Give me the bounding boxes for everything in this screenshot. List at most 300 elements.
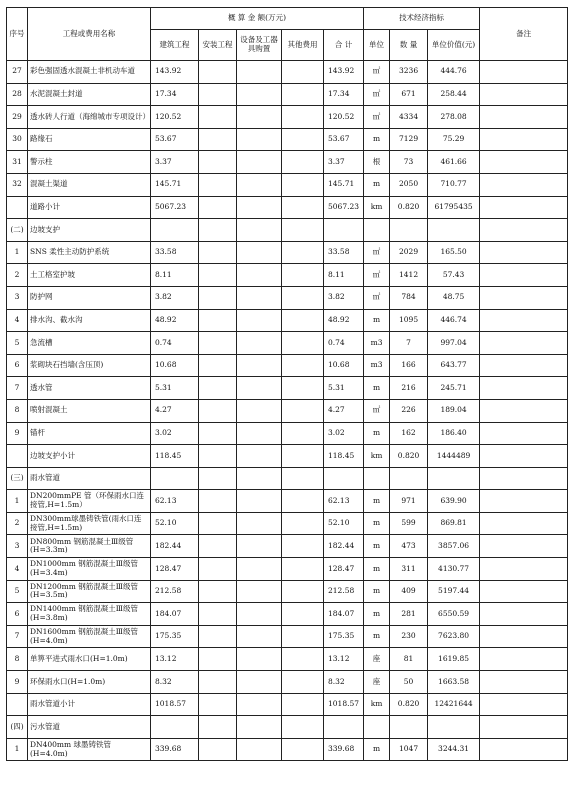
row-qty-cell: 599	[390, 512, 428, 535]
row-unit-cell: m	[364, 580, 390, 603]
row-total-cell: 339.68	[324, 738, 364, 761]
row-total-cell	[324, 219, 364, 242]
row-total-cell: 120.52	[324, 106, 364, 129]
row-remark-cell	[480, 309, 568, 332]
row-price-cell: 61795435	[428, 196, 480, 219]
row-remark-cell	[480, 106, 568, 129]
table-row	[7, 738, 568, 761]
row-qty-cell: 162	[390, 422, 428, 445]
row-other-cell	[282, 603, 324, 626]
row-install-cell	[199, 196, 237, 219]
row-other-cell	[282, 467, 324, 490]
row-remark-cell	[480, 241, 568, 264]
row-name-cell: 水泥混凝土封道	[28, 83, 151, 106]
row-name-cell: 混凝土渠道	[28, 173, 151, 196]
row-total-cell: 8.32	[324, 671, 364, 694]
row-unit-cell: ㎡	[364, 399, 390, 422]
table-row	[7, 603, 568, 626]
row-other-cell	[282, 580, 324, 603]
row-no-cell: 2	[7, 512, 28, 535]
row-no-cell: 3	[7, 286, 28, 309]
row-install-cell	[199, 332, 237, 355]
table-row	[7, 309, 568, 332]
row-other-cell	[282, 309, 324, 332]
row-building-cell: 8.11	[151, 264, 199, 287]
row-building-cell: 0.74	[151, 332, 199, 355]
row-other-cell	[282, 716, 324, 739]
row-no-cell: 27	[7, 61, 28, 84]
row-price-cell	[428, 219, 480, 242]
row-price-cell: 461.66	[428, 151, 480, 174]
row-install-cell	[199, 309, 237, 332]
row-no-cell: 9	[7, 671, 28, 694]
row-remark-cell	[480, 354, 568, 377]
row-price-cell: 643.77	[428, 354, 480, 377]
row-name-cell: 土工格室护坡	[28, 264, 151, 287]
row-total-cell: 143.92	[324, 61, 364, 84]
row-no-cell	[7, 445, 28, 468]
row-remark-cell	[480, 490, 568, 513]
row-equipment-cell	[237, 738, 282, 761]
row-no-cell: 30	[7, 128, 28, 151]
row-qty-cell: 2050	[390, 173, 428, 196]
row-remark-cell	[480, 286, 568, 309]
row-name-cell: DN1200mm 钢筋混凝土Ⅲ级管(H=3.5m)	[28, 580, 151, 603]
row-qty-cell: 2029	[390, 241, 428, 264]
row-qty-cell: 473	[390, 535, 428, 558]
row-equipment-cell	[237, 558, 282, 581]
row-building-cell: 184.07	[151, 603, 199, 626]
table-row	[7, 61, 568, 84]
row-building-cell	[151, 716, 199, 739]
row-no-cell: 4	[7, 309, 28, 332]
row-install-cell	[199, 738, 237, 761]
row-no-cell: 6	[7, 603, 28, 626]
row-remark-cell	[480, 738, 568, 761]
row-qty-cell	[390, 219, 428, 242]
row-total-cell: 10.68	[324, 354, 364, 377]
row-other-cell	[282, 332, 324, 355]
row-total-cell: 175.35	[324, 625, 364, 648]
row-no-cell: 8	[7, 399, 28, 422]
row-name-cell: 雨水管道小计	[28, 693, 151, 716]
row-other-cell	[282, 106, 324, 129]
table-row	[7, 467, 568, 490]
row-total-cell: 128.47	[324, 558, 364, 581]
row-building-cell: 53.67	[151, 128, 199, 151]
row-building-cell: 52.10	[151, 512, 199, 535]
row-unit-cell: m	[364, 625, 390, 648]
row-equipment-cell	[237, 332, 282, 355]
row-unit-cell: ㎡	[364, 83, 390, 106]
row-install-cell	[199, 490, 237, 513]
col-total-header: 合 计	[324, 30, 364, 61]
row-building-cell: 145.71	[151, 173, 199, 196]
row-equipment-cell	[237, 490, 282, 513]
col-remark-header: 备注	[480, 8, 568, 61]
table-row	[7, 286, 568, 309]
row-total-cell	[324, 467, 364, 490]
row-other-cell	[282, 693, 324, 716]
row-qty-cell: 971	[390, 490, 428, 513]
row-building-cell: 120.52	[151, 106, 199, 129]
row-total-cell: 3.82	[324, 286, 364, 309]
row-other-cell	[282, 264, 324, 287]
table-row	[7, 173, 568, 196]
row-equipment-cell	[237, 648, 282, 671]
row-building-cell: 5.31	[151, 377, 199, 400]
row-name-cell: 浆砌块石挡墙(含压顶)	[28, 354, 151, 377]
row-equipment-cell	[237, 512, 282, 535]
row-name-cell: 边坡支护小计	[28, 445, 151, 468]
row-name-cell: 边坡支护	[28, 219, 151, 242]
row-equipment-cell	[237, 671, 282, 694]
row-price-cell: 444.76	[428, 61, 480, 84]
row-no-cell: 1	[7, 490, 28, 513]
table-row	[7, 151, 568, 174]
row-building-cell: 339.68	[151, 738, 199, 761]
row-total-cell: 48.92	[324, 309, 364, 332]
row-no-cell: 4	[7, 558, 28, 581]
row-total-cell: 13.12	[324, 648, 364, 671]
row-unit-cell: 座	[364, 648, 390, 671]
row-name-cell: 透水砖人行道（海绵城市专项设计）	[28, 106, 151, 129]
table-row	[7, 264, 568, 287]
row-total-cell: 33.58	[324, 241, 364, 264]
row-install-cell	[199, 512, 237, 535]
row-other-cell	[282, 241, 324, 264]
row-install-cell	[199, 173, 237, 196]
row-name-cell: 污水管道	[28, 716, 151, 739]
row-equipment-cell	[237, 625, 282, 648]
row-other-cell	[282, 445, 324, 468]
row-remark-cell	[480, 693, 568, 716]
row-install-cell	[199, 671, 237, 694]
row-unit-cell	[364, 716, 390, 739]
row-price-cell: 446.74	[428, 309, 480, 332]
row-no-cell: 7	[7, 625, 28, 648]
row-unit-cell: m	[364, 512, 390, 535]
row-name-cell: 路缘石	[28, 128, 151, 151]
row-no-cell: 29	[7, 106, 28, 129]
row-other-cell	[282, 535, 324, 558]
row-no-cell: 3	[7, 535, 28, 558]
row-remark-cell	[480, 467, 568, 490]
row-total-cell: 3.37	[324, 151, 364, 174]
row-price-cell	[428, 467, 480, 490]
row-other-cell	[282, 61, 324, 84]
table-row	[7, 377, 568, 400]
row-equipment-cell	[237, 422, 282, 445]
row-building-cell: 1018.57	[151, 693, 199, 716]
row-no-cell: (二)	[7, 219, 28, 242]
row-total-cell: 52.10	[324, 512, 364, 535]
row-name-cell: 道路小计	[28, 196, 151, 219]
row-building-cell	[151, 467, 199, 490]
row-building-cell: 118.45	[151, 445, 199, 468]
row-qty-cell: 1047	[390, 738, 428, 761]
row-install-cell	[199, 106, 237, 129]
row-no-cell: 7	[7, 377, 28, 400]
row-other-cell	[282, 219, 324, 242]
col-name-header: 工程或费用名称	[28, 8, 151, 61]
row-equipment-cell	[237, 445, 282, 468]
row-building-cell: 4.27	[151, 399, 199, 422]
row-building-cell: 8.32	[151, 671, 199, 694]
row-remark-cell	[480, 151, 568, 174]
col-install-header: 安装工程	[199, 30, 237, 61]
row-qty-cell: 230	[390, 625, 428, 648]
table-row	[7, 196, 568, 219]
row-price-cell: 997.04	[428, 332, 480, 355]
row-total-cell	[324, 716, 364, 739]
row-no-cell: 32	[7, 173, 28, 196]
row-unit-cell: m	[364, 558, 390, 581]
table-row	[7, 535, 568, 558]
row-price-cell: 7623.80	[428, 625, 480, 648]
row-building-cell: 143.92	[151, 61, 199, 84]
table-row	[7, 512, 568, 535]
row-remark-cell	[480, 671, 568, 694]
row-qty-cell: 1412	[390, 264, 428, 287]
row-remark-cell	[480, 558, 568, 581]
row-remark-cell	[480, 535, 568, 558]
col-unit-header: 单位	[364, 30, 390, 61]
row-qty-cell: 671	[390, 83, 428, 106]
row-qty-cell: 0.820	[390, 196, 428, 219]
row-equipment-cell	[237, 377, 282, 400]
col-building-header: 建筑工程	[151, 30, 199, 61]
row-remark-cell	[480, 264, 568, 287]
row-remark-cell	[480, 219, 568, 242]
row-building-cell: 33.58	[151, 241, 199, 264]
row-total-cell: 3.02	[324, 422, 364, 445]
row-unit-cell: km	[364, 445, 390, 468]
row-equipment-cell	[237, 128, 282, 151]
row-total-cell: 0.74	[324, 332, 364, 355]
row-price-cell	[428, 716, 480, 739]
row-remark-cell	[480, 580, 568, 603]
row-qty-cell: 4334	[390, 106, 428, 129]
row-install-cell	[199, 603, 237, 626]
table-row	[7, 332, 568, 355]
table-row	[7, 693, 568, 716]
row-other-cell	[282, 512, 324, 535]
row-no-cell: 9	[7, 422, 28, 445]
row-price-cell: 57.43	[428, 264, 480, 287]
row-price-cell: 5197.44	[428, 580, 480, 603]
row-other-cell	[282, 173, 324, 196]
row-equipment-cell	[237, 580, 282, 603]
row-building-cell	[151, 219, 199, 242]
table-body	[7, 61, 568, 761]
row-unit-cell	[364, 467, 390, 490]
row-building-cell: 3.82	[151, 286, 199, 309]
row-name-cell: DN1000mm 钢筋混凝土Ⅲ级管(H=3.4m)	[28, 558, 151, 581]
row-name-cell: DN800mm 钢筋混凝土Ⅲ级管(H=3.3m)	[28, 535, 151, 558]
row-building-cell: 10.68	[151, 354, 199, 377]
row-other-cell	[282, 648, 324, 671]
row-no-cell: 6	[7, 354, 28, 377]
row-other-cell	[282, 490, 324, 513]
table-row	[7, 399, 568, 422]
row-equipment-cell	[237, 693, 282, 716]
row-unit-cell: m	[364, 603, 390, 626]
row-total-cell: 8.11	[324, 264, 364, 287]
row-unit-cell: m3	[364, 332, 390, 355]
cost-estimate-table	[6, 7, 568, 761]
row-no-cell: (四)	[7, 716, 28, 739]
row-unit-cell: ㎡	[364, 286, 390, 309]
row-qty-cell	[390, 716, 428, 739]
row-unit-cell: km	[364, 693, 390, 716]
tech-group-header: 技术经济指标	[364, 8, 480, 30]
row-building-cell: 3.37	[151, 151, 199, 174]
row-equipment-cell	[237, 264, 282, 287]
row-unit-cell: m3	[364, 354, 390, 377]
row-qty-cell: 311	[390, 558, 428, 581]
row-unit-cell: m	[364, 490, 390, 513]
row-building-cell: 175.35	[151, 625, 199, 648]
row-name-cell: 雨水管道	[28, 467, 151, 490]
table-row	[7, 128, 568, 151]
row-total-cell: 5067.23	[324, 196, 364, 219]
row-qty-cell: 3236	[390, 61, 428, 84]
row-equipment-cell	[237, 241, 282, 264]
row-equipment-cell	[237, 399, 282, 422]
row-total-cell: 145.71	[324, 173, 364, 196]
row-price-cell: 3857.06	[428, 535, 480, 558]
row-remark-cell	[480, 61, 568, 84]
row-remark-cell	[480, 196, 568, 219]
row-install-cell	[199, 286, 237, 309]
row-qty-cell	[390, 467, 428, 490]
row-install-cell	[199, 354, 237, 377]
row-unit-cell: ㎡	[364, 241, 390, 264]
row-name-cell: 排水沟、截水沟	[28, 309, 151, 332]
row-install-cell	[199, 716, 237, 739]
row-total-cell: 5.31	[324, 377, 364, 400]
row-qty-cell: 0.820	[390, 445, 428, 468]
table-header	[7, 8, 568, 61]
row-price-cell: 6550.59	[428, 603, 480, 626]
row-price-cell: 165.50	[428, 241, 480, 264]
row-no-cell: 28	[7, 83, 28, 106]
row-unit-cell: m	[364, 128, 390, 151]
col-no-header: 序号	[7, 8, 28, 61]
row-no-cell: 5	[7, 580, 28, 603]
row-equipment-cell	[237, 467, 282, 490]
row-qty-cell: 81	[390, 648, 428, 671]
row-equipment-cell	[237, 354, 282, 377]
row-price-cell: 639.90	[428, 490, 480, 513]
row-unit-cell: m	[364, 535, 390, 558]
row-total-cell: 1018.57	[324, 693, 364, 716]
row-remark-cell	[480, 377, 568, 400]
row-equipment-cell	[237, 151, 282, 174]
row-building-cell: 62.13	[151, 490, 199, 513]
row-unit-cell: ㎡	[364, 264, 390, 287]
row-name-cell: 急流槽	[28, 332, 151, 355]
row-equipment-cell	[237, 106, 282, 129]
row-price-cell: 12421644	[428, 693, 480, 716]
row-building-cell: 17.34	[151, 83, 199, 106]
row-price-cell: 278.08	[428, 106, 480, 129]
row-no-cell: (三)	[7, 467, 28, 490]
col-other-header: 其他费用	[282, 30, 324, 61]
row-install-cell	[199, 399, 237, 422]
row-no-cell	[7, 196, 28, 219]
row-price-cell: 245.71	[428, 377, 480, 400]
col-unit-price-header: 单位价值(元)	[428, 30, 480, 61]
row-qty-cell: 7129	[390, 128, 428, 151]
row-install-cell	[199, 264, 237, 287]
table-row	[7, 558, 568, 581]
row-unit-cell: m	[364, 173, 390, 196]
row-price-cell: 48.75	[428, 286, 480, 309]
row-no-cell: 31	[7, 151, 28, 174]
row-name-cell: 警示柱	[28, 151, 151, 174]
row-name-cell: SNS 柔性主动防护系统	[28, 241, 151, 264]
row-no-cell: 5	[7, 332, 28, 355]
row-equipment-cell	[237, 61, 282, 84]
col-qty-header: 数 量	[390, 30, 428, 61]
row-install-cell	[199, 625, 237, 648]
row-remark-cell	[480, 625, 568, 648]
row-name-cell: 喷射混凝土	[28, 399, 151, 422]
table-row	[7, 580, 568, 603]
row-building-cell: 3.02	[151, 422, 199, 445]
row-name-cell: DN1600mm 钢筋混凝土Ⅲ级管(H=4.0m)	[28, 625, 151, 648]
row-name-cell: 环保雨水口(H=1.0m)	[28, 671, 151, 694]
row-other-cell	[282, 196, 324, 219]
row-unit-cell: m	[364, 422, 390, 445]
row-unit-cell: 根	[364, 151, 390, 174]
row-other-cell	[282, 558, 324, 581]
row-install-cell	[199, 535, 237, 558]
row-qty-cell: 7	[390, 332, 428, 355]
row-name-cell: 防护网	[28, 286, 151, 309]
row-remark-cell	[480, 445, 568, 468]
row-other-cell	[282, 625, 324, 648]
row-name-cell: DN300mm球墨铸铁管(雨水口连接管,H=1.5m)	[28, 512, 151, 535]
row-price-cell: 1663.58	[428, 671, 480, 694]
row-qty-cell: 409	[390, 580, 428, 603]
row-unit-cell: ㎡	[364, 61, 390, 84]
row-other-cell	[282, 354, 324, 377]
row-total-cell: 212.58	[324, 580, 364, 603]
row-remark-cell	[480, 648, 568, 671]
row-install-cell	[199, 219, 237, 242]
row-price-cell: 869.81	[428, 512, 480, 535]
row-qty-cell: 281	[390, 603, 428, 626]
row-price-cell: 710.77	[428, 173, 480, 196]
row-price-cell: 189.04	[428, 399, 480, 422]
row-no-cell: 8	[7, 648, 28, 671]
row-building-cell: 5067.23	[151, 196, 199, 219]
row-name-cell: DN400mm 球墨铸铁管(H=4.0m)	[28, 738, 151, 761]
table-row	[7, 241, 568, 264]
row-price-cell: 1444489	[428, 445, 480, 468]
row-total-cell: 17.34	[324, 83, 364, 106]
row-building-cell: 182.44	[151, 535, 199, 558]
row-other-cell	[282, 399, 324, 422]
row-price-cell: 3244.31	[428, 738, 480, 761]
row-building-cell: 48.92	[151, 309, 199, 332]
table-row	[7, 716, 568, 739]
row-qty-cell: 226	[390, 399, 428, 422]
row-qty-cell: 216	[390, 377, 428, 400]
